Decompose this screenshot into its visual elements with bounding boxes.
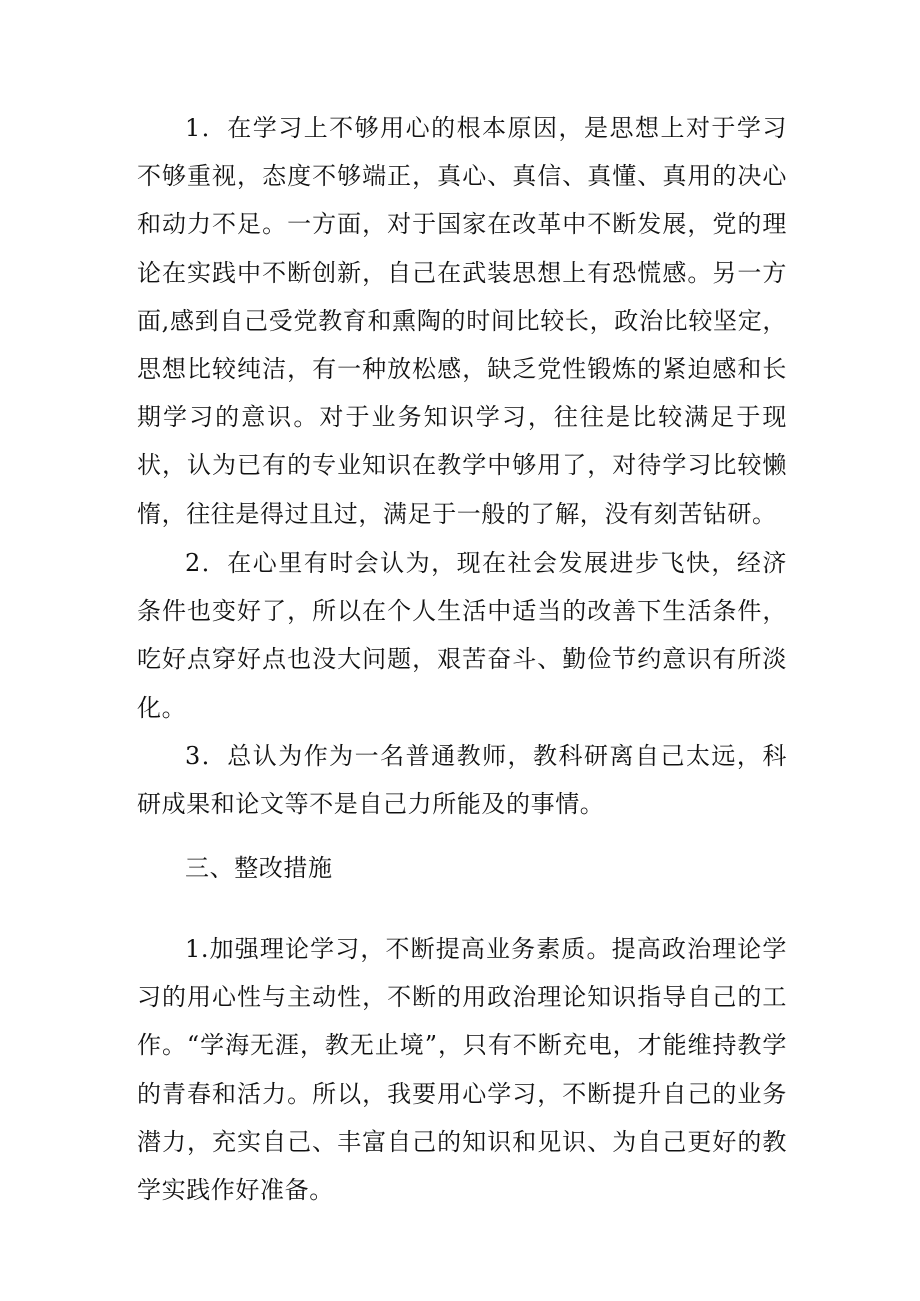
paragraph-living-conditions: 2．在心里有时会认为，现在社会发展进步飞快，经济条件也变好了，所以在个人生活中适当的改善下生活条件，吃好点穿好点也没大问题，艰苦奋斗、勤俭节约意识有所淡化。 — [137, 549, 787, 722]
paragraph-measure-theory-study: 1.加强理论学习，不断提高业务素质。提高政治理论学习的用心性与主动性，不断的用政治理论知识指导自己的工作。“学海无涯，教无止境”，只有不断充电，才能维持教学的青春和活力。所以，我要用心学习，不断提升自己的业务潜力，充实自己、丰富自己的知识和见识、为自己更好的教学实践作好准备。 — [137, 935, 787, 1205]
paragraph-root-cause-study: 1．在学习上不够用心的根本原因，是思想上对于学习不够重视，态度不够端正，真心、真信、真懂、真用的决心和动力不足。一方面，对于国家在改革中不断发展，党的理论在实践中不断创新，自己在武装思想上有恐慌感。另一方面,感到自己受党教育和熏陶的时间比较长，政治比较坚定，思想比较纯洁，有一种放松感，缺乏党性锻炼的紧迫感和长期学习的意识。对于业务知识学习，往往是比较满足于现状，认为已有的专业知识在教学中够用了，对待学习比较懒惰，往往是得过且过，满足于一般的了解，没有刻苦钻研。 — [137, 114, 787, 528]
paragraph-research-distance: 3．总认为作为一名普通教师，教科研离自己太远，科研成果和论文等不是自己力所能及的事情。 — [137, 742, 787, 819]
section-heading-rectification: 三、整改措施 — [185, 854, 333, 882]
